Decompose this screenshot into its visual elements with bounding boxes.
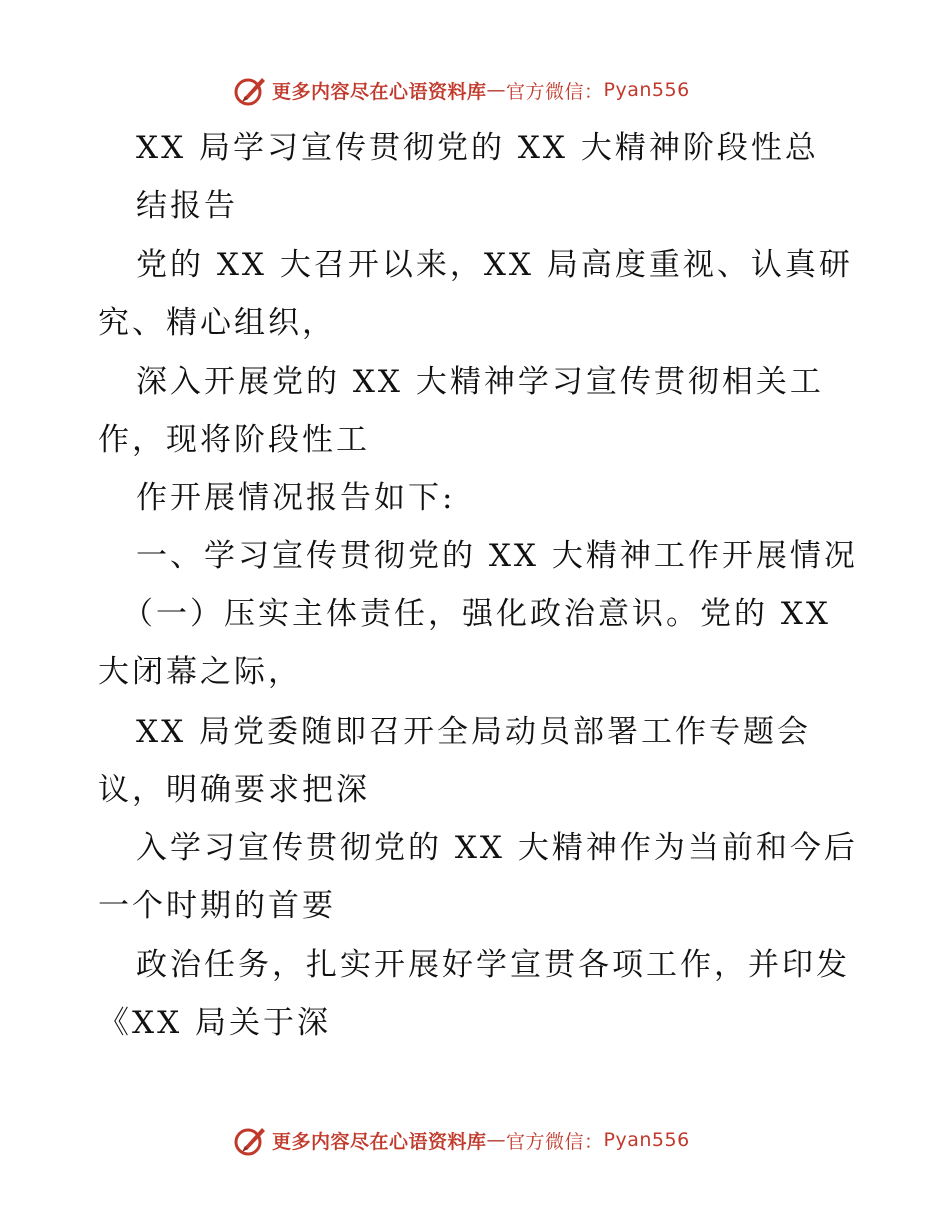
- document-title-line-1: XX 局学习宣传贯彻党的 XX 大精神阶段性总: [136, 130, 819, 166]
- section-heading: 一、学习宣传贯彻党的 XX 大精神工作开展情况: [136, 538, 858, 574]
- document-title-line-2: 结报告: [136, 188, 238, 224]
- subsection-heading: （一）压实主体责任，强化政治意识。党的 XX: [122, 596, 831, 632]
- document-text-line: 政治任务，扎实开展好学宣贯各项工作，并印发: [136, 947, 850, 983]
- watermark-handle: Pyan556: [603, 1129, 690, 1151]
- quill-pen-logo-icon: [232, 72, 268, 108]
- document-text-line: 大闭幕之际，: [98, 654, 302, 690]
- document-text-line: 作开展情况报告如下:: [136, 480, 456, 516]
- footer-watermark: [232, 1120, 690, 1160]
- watermark-brand: 更多内容尽在心语资料库: [272, 1130, 487, 1153]
- document-text-line: 作，现将阶段性工: [98, 422, 370, 458]
- document-text-line: 入学习宣传贯彻党的 XX 大精神作为当前和今后: [136, 830, 858, 866]
- document-text-line: 深入开展党的 XX 大精神学习宣传贯彻相关工: [136, 364, 824, 400]
- watermark-brand: 更多内容尽在心语资料库: [272, 80, 487, 103]
- header-watermark: [232, 70, 690, 110]
- document-text-line: XX 局党委随即召开全局动员部署工作专题会: [136, 714, 811, 750]
- document-text-line: 议，明确要求把深: [98, 772, 370, 808]
- watermark-separator: —: [486, 1129, 507, 1151]
- watermark-contact-label: 官方微信：: [506, 1130, 604, 1153]
- watermark-handle: Pyan556: [603, 79, 690, 101]
- document-text-line: 究、精心组织，: [98, 305, 336, 341]
- quill-pen-logo-icon: [232, 1122, 268, 1158]
- watermark-contact-label: 官方微信：: [506, 80, 604, 103]
- document-text-line: 一个时期的首要: [98, 888, 336, 924]
- document-text-line: 《XX 局关于深: [98, 1005, 331, 1041]
- watermark-separator: —: [486, 79, 507, 101]
- document-text-line: 党的 XX 大召开以来，XX 局高度重视、认真研: [136, 247, 853, 283]
